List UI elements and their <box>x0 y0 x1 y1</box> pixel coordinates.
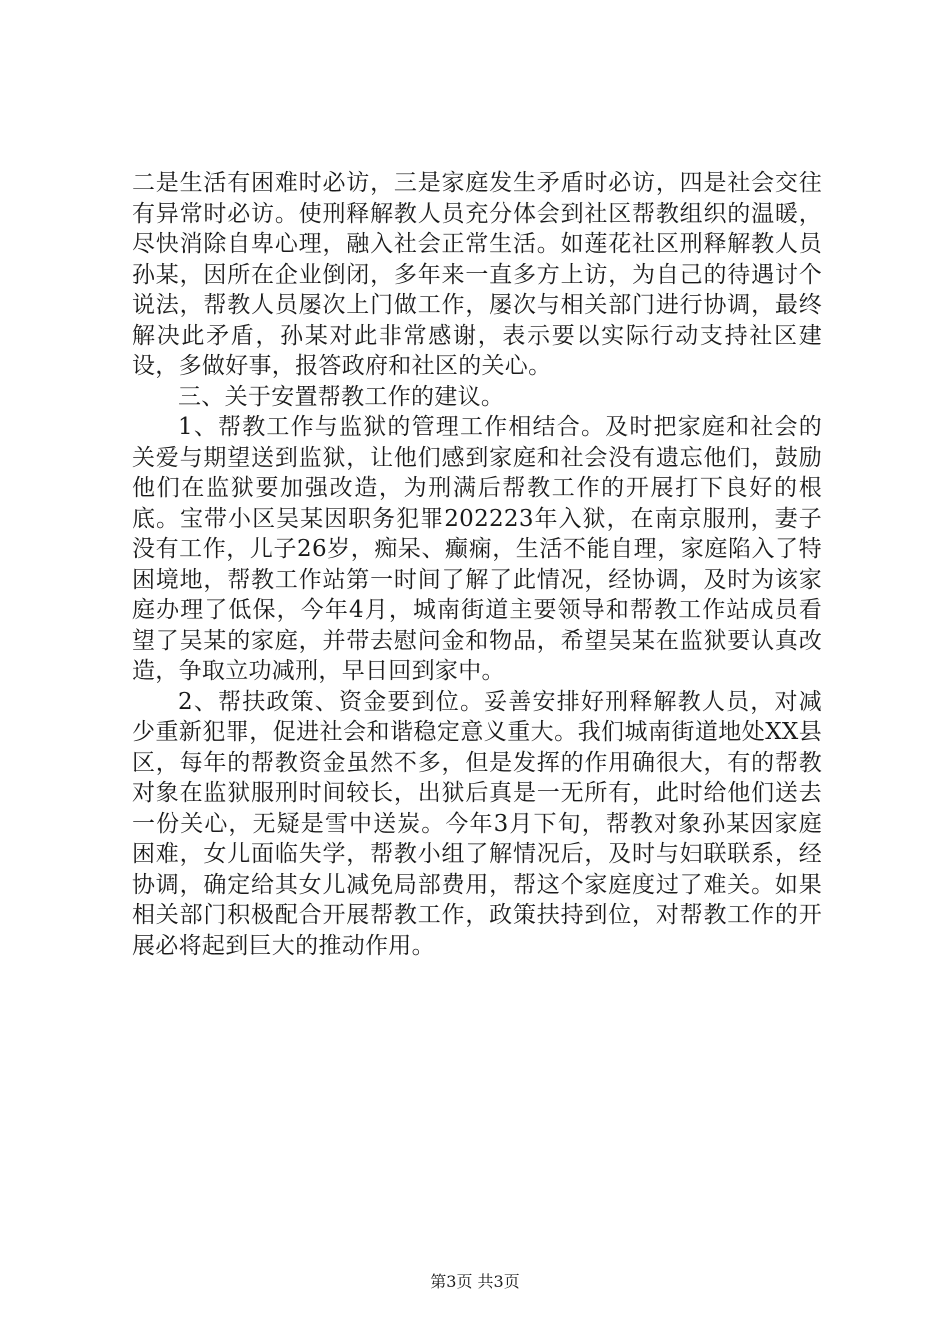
page-number-footer: 第3页 共3页 <box>430 1272 520 1291</box>
document-body <box>132 168 822 961</box>
paragraph-continuation: 二是生活有困难时必访，三是家庭发生矛盾时必访，四是社会交往有异常时必访。使刑释解教人员充分体会到社区帮教组织的温暖，尽快消除自卑心理，融入社会正常生活。如莲花社区刑释解教人员孙某，因所在企业倒闭，多年来一直多方上访，为自己的待遇讨个说法，帮教人员屡次上门做工作，屡次与相关部门进行协调，最终解决此矛盾，孙某对此非常感谢，表示要以实际行动支持社区建设，多做好事，报答政府和社区的关心。 <box>132 170 822 379</box>
paragraph-suggestion-2: 2、帮扶政策、资金要到位。妥善安排好刑释解教人员，对减少重新犯罪，促进社会和谐稳定意义重大。我们城南街道地处XX县区，每年的帮教资金虽然不多，但是发挥的作用确很大，有的帮教对象在监狱服刑时间较长，出狱后真是一无所有，此时给他们送去一份关心，无疑是雪中送炭。今年3月下旬，帮教对象孙某因家庭困难，女儿面临失学，帮教小组了解情况后，及时与妇联联系，经协调，确定给其女儿减免局部费用，帮这个家庭度过了难关。如果相关部门积极配合开展帮教工作，政策扶持到位，对帮教工作的开展必将起到巨大的推动作用。 <box>132 688 822 959</box>
section-heading: 三、关于安置帮教工作的建议。 <box>178 383 505 410</box>
paragraph-suggestion-1: 1、帮教工作与监狱的管理工作相结合。及时把家庭和社会的关爱与期望送到监狱，让他们感到家庭和社会没有遗忘他们，鼓励他们在监狱要加强改造，为刑满后帮教工作的开展打下良好的根底。宝带小区吴某因职务犯罪202223年入狱，在南京服刑，妻子没有工作，儿子26岁，痴呆、癫痫，生活不能自理，家庭陷入了特困境地，帮教工作站第一时间了解了此情况，经协调，及时为该家庭办理了低保，今年4月，城南街道主要领导和帮教工作站成员看望了吴某的家庭，并带去慰问金和物品，希望吴某在监狱要认真改造，争取立功减刑，早日回到家中。 <box>132 414 822 684</box>
